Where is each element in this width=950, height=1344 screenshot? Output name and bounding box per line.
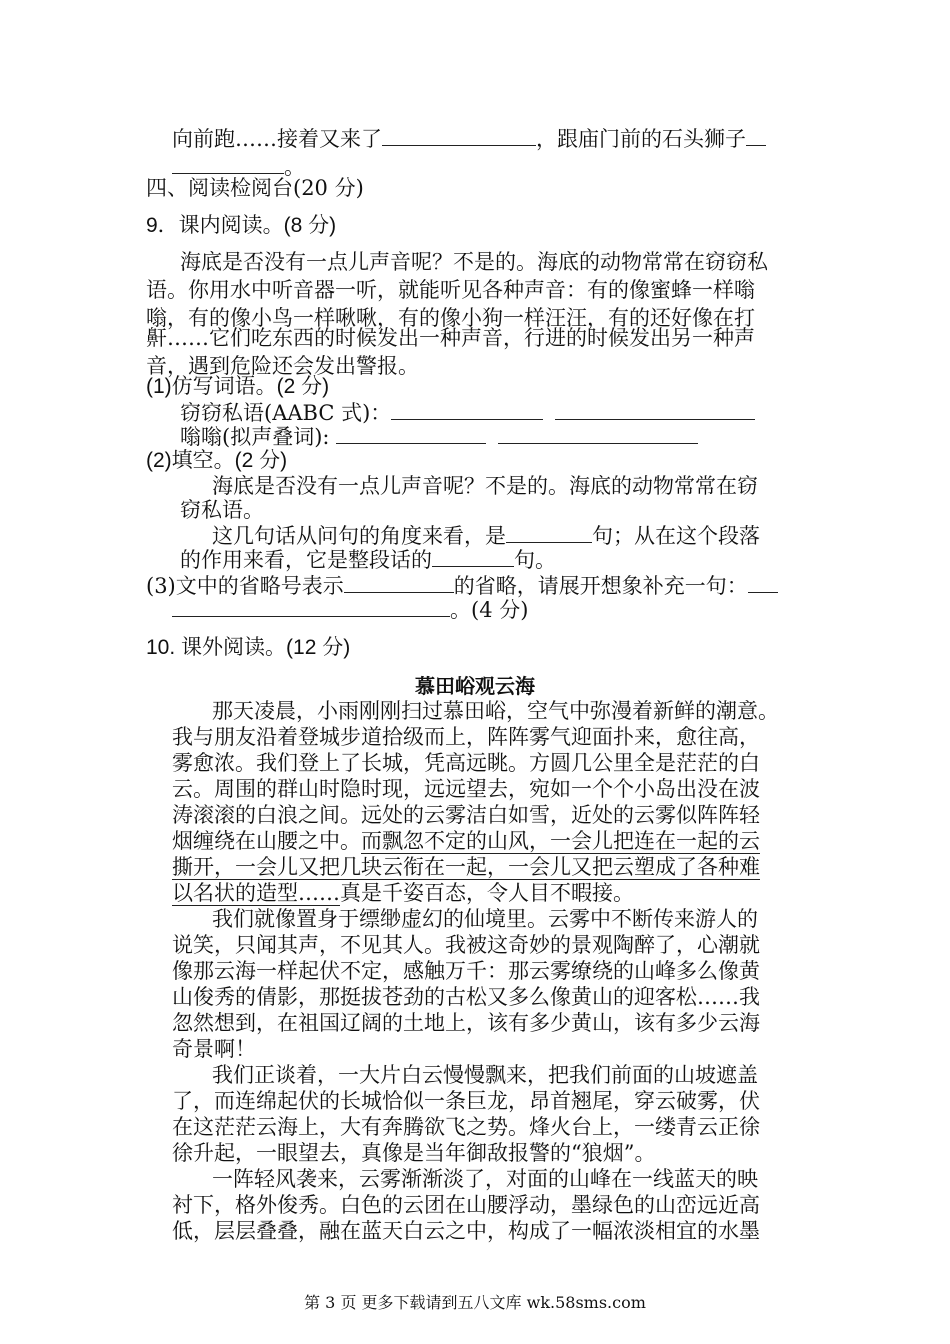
answer-blank[interactable]	[555, 399, 755, 420]
text-run: 窃窃私语(AABC 式)：	[180, 401, 392, 425]
answer-blank[interactable]	[506, 522, 592, 543]
text-run: 真是千姿百态，令人目不暇接。	[340, 881, 634, 905]
question-10-heading: 10. 课外阅读。(12 分)	[146, 636, 351, 659]
text-run: 这几句话从问句的角度来看，是	[212, 524, 506, 548]
article-line: 在这茫茫云海上，大有奔腾欲飞之势。烽火台上，一缕青云正徐	[172, 1115, 760, 1139]
underlined-sentence: 而飘忽不定的山风，一会儿把连在一起的云	[361, 829, 760, 853]
sub-question-2-quote-line: 窃私语。	[180, 498, 264, 522]
question-9-heading: 9．课内阅读。(8 分)	[146, 214, 337, 237]
text-run: 句。	[514, 548, 556, 572]
sub-question-2-heading: (2)填空。(2 分)	[146, 449, 288, 472]
underlined-sentence: 撕开，一会儿又把几块云衔在一起，一会儿又把云塑成了各种难	[172, 855, 760, 879]
continuation-line-1	[172, 124, 766, 154]
text-run: (3)文中的省略号表示	[146, 574, 344, 598]
article-line: 一阵轻风袭来，云雾渐渐淡了，对面的山峰在一线蓝天的映	[212, 1167, 758, 1191]
answer-blank[interactable]	[336, 423, 486, 444]
text-run: 烟缠绕在山腰之中。	[172, 829, 361, 853]
article-line: 我们就像置身于缥缈虚幻的仙境里。云雾中不断传来游人的	[212, 907, 758, 931]
text-run: 。(4 分)	[450, 598, 529, 622]
sub-question-2-quote-line: 海底是否没有一点儿声音呢？不是的。海底的动物常常在窃	[212, 474, 758, 498]
article-line: 那天凌晨，小雨刚刚扫过慕田峪，空气中弥漫着新鲜的潮意。	[212, 699, 779, 723]
sub-question-1-heading: (1)仿写词语。(2 分)	[146, 375, 330, 398]
article-line: 我们正谈着，一大片白云慢慢飘来，把我们前面的山坡遮盖	[212, 1063, 758, 1087]
answer-blank[interactable]	[432, 546, 514, 567]
page-footer: 第 3 页 更多下载请到五八文库 wk.58sms.com	[304, 1293, 646, 1312]
article-line: 奇景啊！	[172, 1037, 256, 1061]
text-run: 嗡嗡(拟声叠词):	[180, 425, 337, 449]
article-line: 像那云海一样起伏不定，感触万千：那云雾缭绕的山峰多么像黄	[172, 959, 760, 983]
article-line: 雾愈浓。我们登上了长城，凭高远眺。方圆几公里全是茫茫的白	[172, 751, 760, 775]
article-line: 忽然想到，在祖国辽阔的土地上，该有多少黄山，该有多少云海	[172, 1011, 760, 1035]
q9-passage-line: 音，遇到危险还会发出警报。	[146, 354, 419, 378]
text-run: 。	[284, 155, 305, 179]
text-run: 的作用来看，它是整段话的	[180, 548, 432, 572]
underlined-sentence: 以名状的造型……	[172, 881, 340, 905]
text-run: ，跟庙门前的石头狮子	[536, 127, 746, 151]
answer-blank[interactable]	[172, 596, 450, 617]
article-line: 徐升起，一眼望去，真像是当年御敌报警的“狼烟”。	[172, 1141, 656, 1165]
section-heading: 四、阅读检阅台(20 分)	[146, 176, 364, 200]
answer-blank[interactable]	[746, 125, 766, 146]
answer-blank[interactable]	[382, 125, 536, 146]
answer-blank[interactable]	[172, 153, 284, 174]
q9-passage-line: 嗡，有的像小鸟一样啾啾，有的像小狗一样汪汪，有的还好像在打	[146, 306, 755, 330]
article-line: 了，而连绵起伏的长城恰似一条巨龙，昂首翘尾，穿云破雾，伏	[172, 1089, 760, 1113]
article-line: 云。周围的群山时隐时现，远远望去，宛如一个个小岛出没在波	[172, 777, 760, 801]
article-title: 慕田峪观云海	[415, 674, 535, 698]
q9-passage-line: 鼾……它们吃东西的时候发出一种声音，行进的时候发出另一种声	[146, 326, 755, 350]
answer-blank[interactable]	[391, 399, 543, 420]
sub-question-3-line-2	[172, 595, 528, 625]
text-run: 的省略，请展开想象补充一句：	[453, 574, 748, 598]
article-line: 山俊秀的倩影，那挺拔苍劲的古松又多么像黄山的迎客松……我	[172, 985, 760, 1009]
answer-blank[interactable]	[344, 572, 454, 593]
article-line: 我与朋友沿着登城步道拾级而上，阵阵雾气迎面扑来，愈往高，	[172, 725, 760, 749]
text-run: 向前跑……接着又来了	[172, 127, 382, 151]
q9-passage-line: 海底是否没有一点儿声音呢？不是的。海底的动物常常在窃窃私	[180, 250, 768, 274]
article-line: 低，层层叠叠，融在蓝天白云之中，构成了一幅浓淡相宜的水墨	[172, 1219, 760, 1243]
article-line: 说笑，只闻其声，不见其人。我被这奇妙的景观陶醉了，心潮就	[172, 933, 760, 957]
q9-passage-line: 语。你用水中听音器一听，就能听见各种声音：有的像蜜蜂一样嗡	[146, 278, 755, 302]
article-line: 涛滚滚的白浪之间。远处的云雾洁白如雪，近处的云雾似阵阵轻	[172, 803, 760, 827]
article-line: 衬下，格外俊秀。白色的云团在山腰浮动，墨绿色的山峦远近高	[172, 1193, 760, 1217]
answer-blank[interactable]	[748, 572, 778, 593]
answer-blank[interactable]	[498, 423, 698, 444]
text-run: 句；从在这个段落	[592, 524, 760, 548]
